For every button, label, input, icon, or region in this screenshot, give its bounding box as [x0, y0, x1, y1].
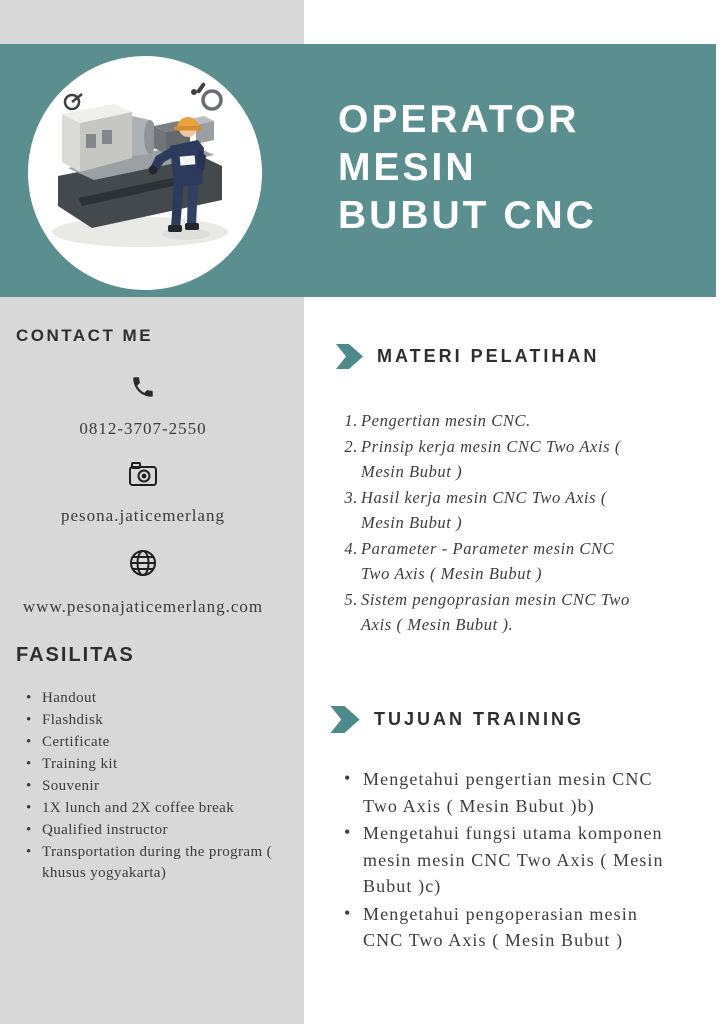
machine-photo-circle	[28, 56, 262, 290]
materi-item: Sistem pengoprasian mesin CNC Two Axis ( Mesin Bubut ).	[361, 589, 630, 634]
fasilitas-item: • Handout	[26, 688, 288, 709]
instagram-handle: pesona.jaticemerlang	[61, 506, 225, 525]
tujuan-section-header	[330, 706, 584, 733]
fasilitas-item: • Certificate	[26, 732, 288, 753]
materi-section-header	[336, 344, 599, 369]
tujuan-heading: TUJUAN TRAINING	[374, 709, 584, 729]
globe-icon	[128, 548, 158, 578]
fasilitas-item: • Flashdisk	[26, 710, 288, 731]
fasilitas-item: • Qualified instructor	[26, 820, 288, 841]
chevron-right-icon	[330, 706, 360, 733]
phone-number: 0812-3707-2550	[79, 419, 207, 438]
camera-icon	[128, 461, 158, 487]
contact-heading: CONTACT ME	[16, 326, 154, 345]
fasilitas-list	[26, 688, 288, 885]
fasilitas-heading: FASILITAS	[16, 644, 135, 666]
website-url: www.pesonajaticemerlang.com	[22, 597, 264, 616]
materi-heading: MATERI PELATIHAN	[377, 346, 600, 366]
title-line: BUBUT CNC	[338, 194, 597, 237]
tujuan-list	[344, 766, 679, 955]
materi-item: Prinsip kerja mesin CNC Two Axis ( Mesin Bubut )	[361, 436, 621, 481]
page-title	[338, 96, 597, 240]
fasilitas-item: • Transportation during the program ( khusus yogyakarta)	[26, 842, 288, 884]
fasilitas-item: • Training kit	[26, 754, 288, 775]
title-line: MESIN	[338, 146, 477, 189]
materi-item: Pengertian mesin CNC.	[361, 411, 531, 430]
chevron-right-icon	[336, 344, 363, 369]
tujuan-item: • Mengetahui pengertian mesin CNC Two Axis ( Mesin Bubut )b)	[344, 766, 679, 819]
materi-item: Parameter - Parameter mesin CNC Two Axis ( Mesin Bubut )	[361, 538, 615, 583]
tujuan-item: • Mengetahui fungsi utama komponen mesin mesin CNC Two Axis ( Mesin Bubut )c)	[344, 820, 679, 900]
materi-item: Hasil kerja mesin CNC Two Axis ( Mesin Bubut )	[361, 487, 607, 532]
materi-list	[340, 408, 640, 638]
cnc-machine-illustration	[28, 56, 262, 290]
phone-icon	[130, 374, 156, 400]
fasilitas-item: • 1X lunch and 2X coffee break	[26, 798, 288, 819]
fasilitas-item: • Souvenir	[26, 776, 288, 797]
tujuan-item: • Mengetahui pengoperasian mesin CNC Two Axis ( Mesin Bubut )	[344, 901, 679, 954]
contact-list	[0, 364, 286, 629]
title-line: OPERATOR	[338, 98, 580, 141]
